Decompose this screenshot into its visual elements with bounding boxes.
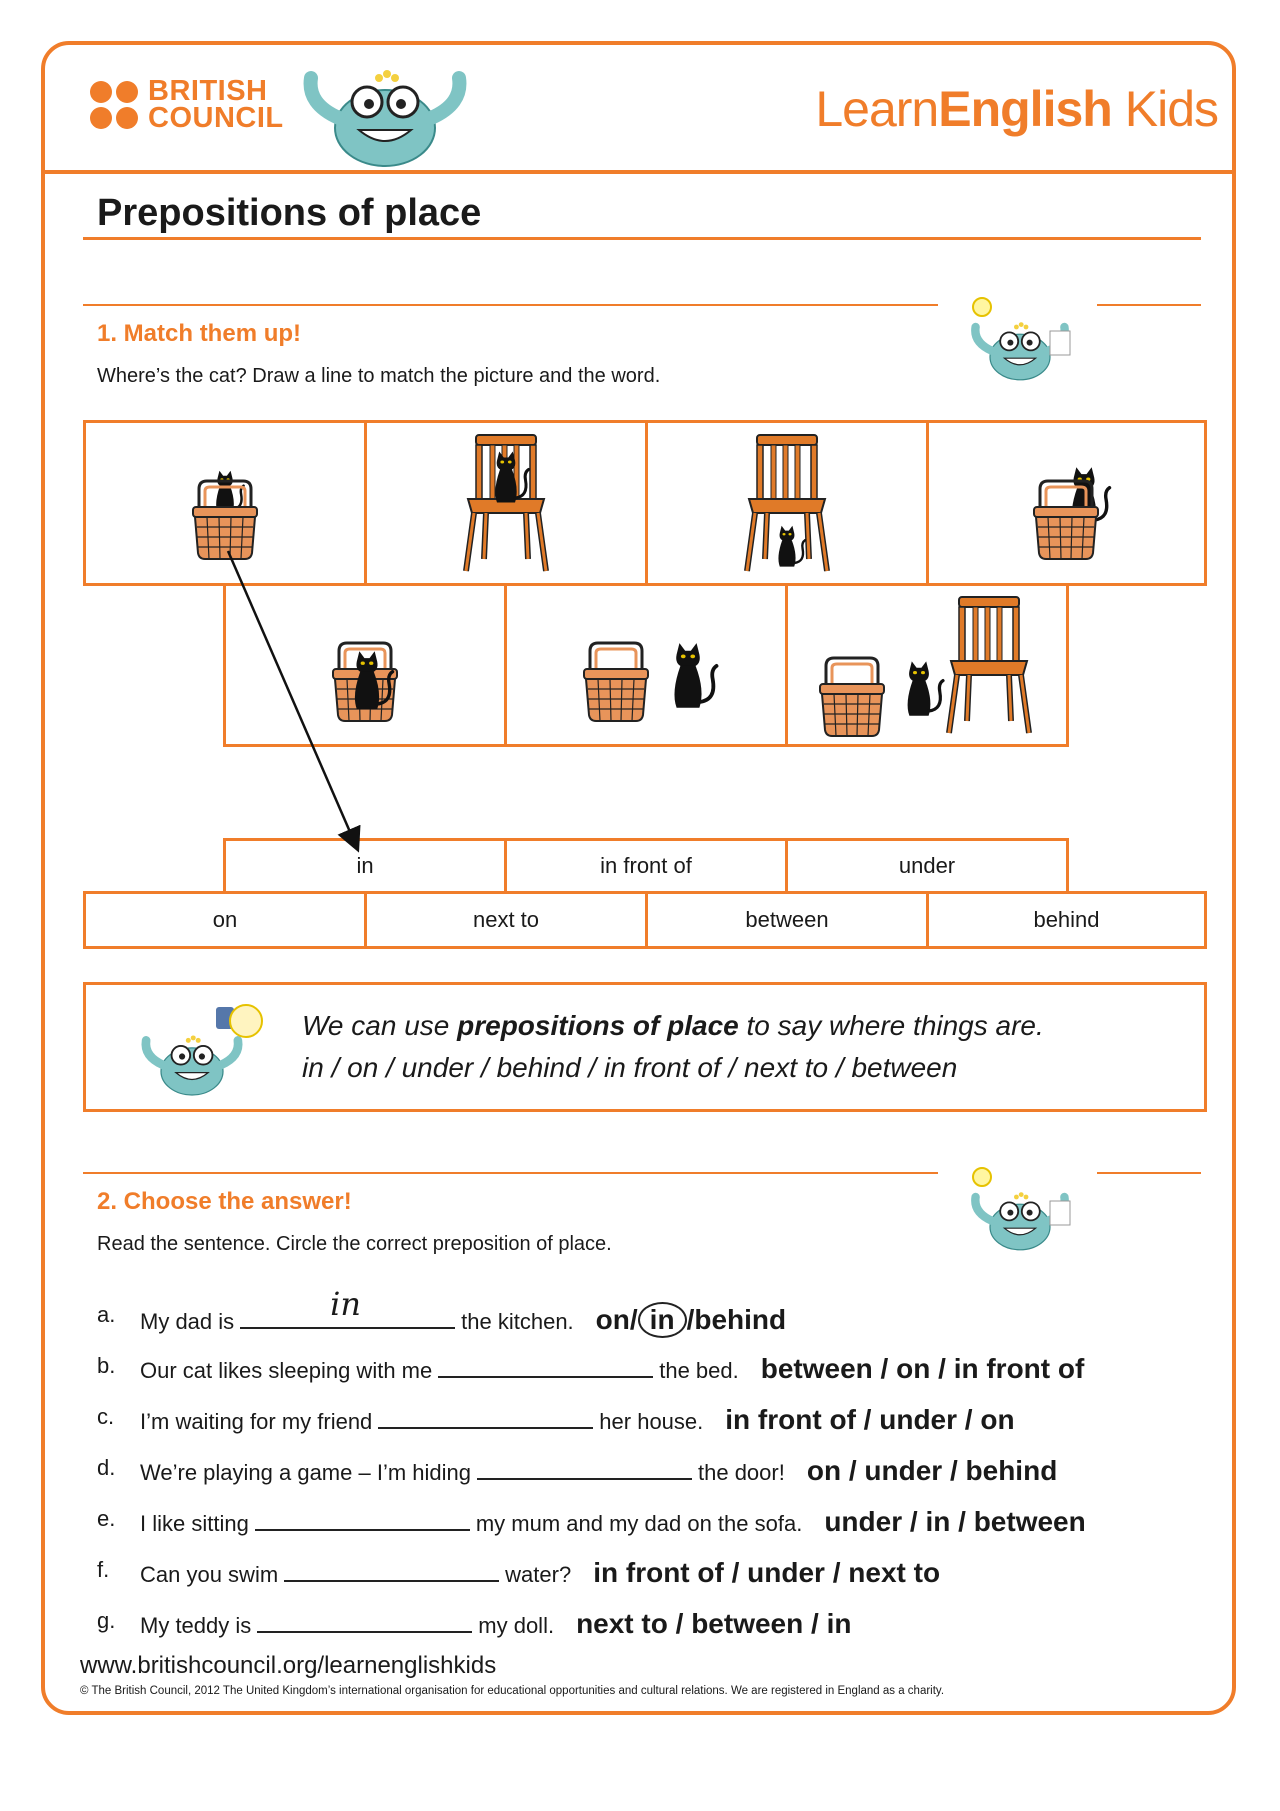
option-e-1[interactable]: under — [824, 1506, 903, 1537]
brand-kids: Kids — [1124, 81, 1218, 137]
options-d — [807, 1455, 1057, 1487]
word-next-to[interactable]: next to — [364, 891, 648, 949]
option-a-1[interactable]: on — [595, 1304, 630, 1335]
answer-blank-d[interactable] — [477, 1458, 692, 1480]
question-a — [140, 1285, 787, 1338]
word-on[interactable]: on — [83, 891, 367, 949]
tip-line1-post: to say where things are. — [738, 1010, 1044, 1041]
question-d — [140, 1455, 1057, 1487]
answer-blank-a[interactable] — [240, 1285, 455, 1329]
section2-title: 2. Choose the answer! — [97, 1188, 352, 1215]
option-separator: / — [841, 1455, 865, 1486]
option-separator: / — [629, 1304, 638, 1335]
question-a-before: My dad is — [140, 1309, 235, 1334]
question-b-before: Our cat likes sleeping with me — [140, 1358, 433, 1383]
footer-copyright: © The British Council, 2012 The United Kingdom’s international organisation for educational opportunities and cultural relations. We are registered in England as a charity. — [80, 1685, 945, 1697]
question-f — [140, 1557, 940, 1589]
question-f-after: water? — [505, 1562, 572, 1587]
section2-rule-left — [83, 1172, 938, 1174]
option-a-3[interactable]: behind — [694, 1304, 787, 1335]
option-c-1[interactable]: in front of — [725, 1404, 856, 1435]
answer-blank-c[interactable] — [378, 1407, 593, 1429]
option-g-1[interactable]: next to — [576, 1608, 668, 1639]
option-separator: / — [942, 1455, 966, 1486]
word-behind[interactable]: behind — [926, 891, 1207, 949]
options-b — [761, 1353, 1085, 1385]
question-b-after: the bed. — [659, 1358, 739, 1383]
brand-learn: Learn — [815, 81, 939, 137]
option-separator: / — [824, 1557, 849, 1588]
option-c-3[interactable]: on — [980, 1404, 1015, 1435]
option-b-2[interactable]: on — [896, 1353, 931, 1384]
option-f-2[interactable]: under — [747, 1557, 825, 1588]
logo-line2: COUNCIL — [148, 102, 284, 134]
option-g-2[interactable]: between — [691, 1608, 804, 1639]
footer-url[interactable]: www.britishcouncil.org/learnenglishkids — [80, 1652, 497, 1679]
answer-blank-b[interactable] — [438, 1356, 653, 1378]
option-separator: / — [930, 1353, 954, 1384]
word-in-front-of[interactable]: in front of — [504, 838, 788, 894]
question-a-letter: a. — [97, 1302, 116, 1327]
page-title: Prepositions of place — [97, 192, 482, 234]
option-f-3[interactable]: next to — [848, 1557, 941, 1588]
options-c — [725, 1404, 1014, 1436]
question-d-letter: d. — [97, 1455, 116, 1480]
section2-rule-right — [1097, 1172, 1201, 1174]
option-separator: / — [686, 1304, 695, 1335]
option-separator: / — [803, 1608, 827, 1639]
option-separator: / — [872, 1353, 897, 1384]
option-d-1[interactable]: on — [806, 1455, 842, 1486]
question-g-after: my doll. — [478, 1613, 555, 1638]
question-a-after: the kitchen. — [461, 1309, 574, 1334]
tip-mascot-icon — [118, 988, 278, 1106]
question-e-before: I like sitting — [140, 1511, 249, 1536]
answer-blank-g[interactable] — [257, 1611, 472, 1633]
question-e-after: my mum and my dad on the sofa. — [475, 1511, 803, 1536]
question-f-before: Can you swim — [140, 1562, 279, 1587]
question-d-before: We’re playing a game – I’m hiding — [140, 1460, 471, 1485]
option-b-3[interactable]: in front of — [953, 1353, 1085, 1384]
options-a — [596, 1302, 786, 1338]
question-e — [140, 1506, 1086, 1538]
option-f-1[interactable]: in front of — [593, 1557, 724, 1588]
option-e-2[interactable]: in — [925, 1506, 951, 1537]
option-e-3[interactable]: between — [973, 1506, 1086, 1537]
option-d-2[interactable]: under — [864, 1455, 943, 1486]
tip-line1 — [302, 1010, 1044, 1042]
question-c-before: I’m waiting for my friend — [140, 1409, 373, 1434]
question-d-after: the door! — [698, 1460, 785, 1485]
question-c-letter: c. — [97, 1404, 115, 1429]
question-e-letter: e. — [97, 1506, 116, 1531]
logo-line1: BRITISH — [148, 75, 268, 107]
option-separator: / — [723, 1557, 748, 1588]
answer-blank-e[interactable] — [255, 1509, 470, 1531]
option-g-3[interactable]: in — [826, 1608, 852, 1639]
option-separator: / — [902, 1506, 926, 1537]
brand-english: English — [938, 81, 1112, 137]
tip-line1-bold: prepositions of place — [457, 1010, 739, 1041]
question-f-letter: f. — [97, 1557, 110, 1582]
question-g-letter: g. — [97, 1608, 116, 1633]
question-c — [140, 1404, 1015, 1436]
section1-title: 1. Match them up! — [97, 320, 302, 347]
question-b-letter: b. — [97, 1353, 116, 1378]
handwritten-answer: in — [330, 1285, 361, 1323]
option-a-2-circled[interactable]: in — [638, 1302, 687, 1338]
option-c-2[interactable]: under — [879, 1404, 958, 1435]
options-e — [824, 1506, 1085, 1538]
question-g-before: My teddy is — [140, 1613, 252, 1638]
option-separator: / — [950, 1506, 974, 1537]
section1-instruction: Where’s the cat? Draw a line to match the picture and the word. — [97, 365, 661, 387]
word-between[interactable]: between — [645, 891, 929, 949]
question-g — [140, 1608, 851, 1640]
question-c-after: her house. — [599, 1409, 704, 1434]
word-in[interactable]: in — [223, 838, 507, 894]
word-under[interactable]: under — [785, 838, 1069, 894]
section2-instruction: Read the sentence. Circle the correct preposition of place. — [97, 1233, 612, 1255]
section2-mascot-icon — [955, 1160, 1085, 1270]
answer-blank-f[interactable] — [284, 1560, 499, 1582]
question-b — [140, 1353, 1084, 1385]
options-g — [576, 1608, 851, 1640]
tip-line1-pre: We can use — [302, 1010, 458, 1041]
option-separator: / — [667, 1608, 692, 1639]
tip-line2: in / on / under / behind / in front of / next to / between — [302, 1052, 958, 1083]
option-separator: / — [957, 1404, 981, 1435]
option-b-1[interactable]: between — [760, 1353, 873, 1384]
options-f — [593, 1557, 940, 1589]
option-d-3[interactable]: behind — [965, 1455, 1058, 1486]
option-separator: / — [855, 1404, 880, 1435]
